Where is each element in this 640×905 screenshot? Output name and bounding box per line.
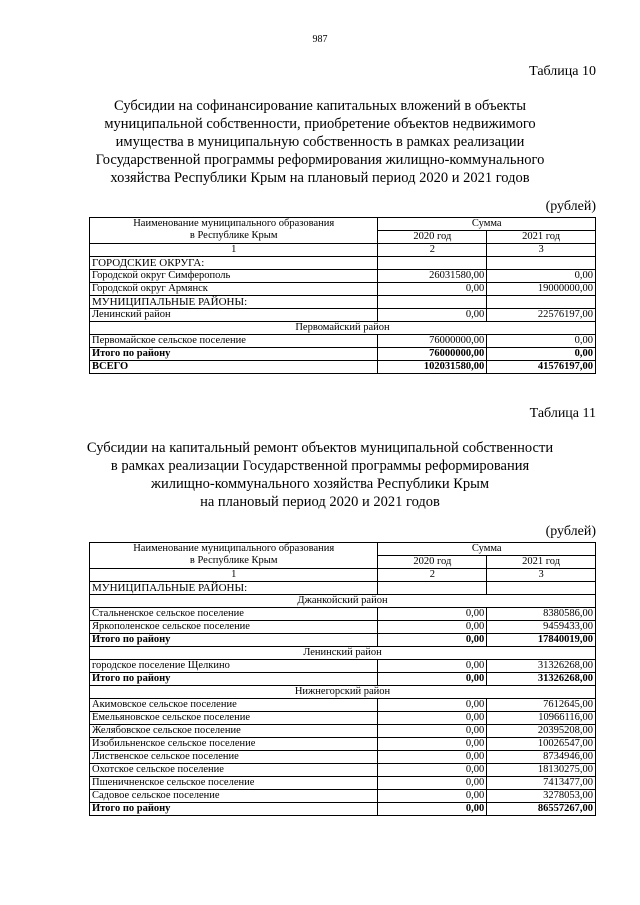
column-number: 2 bbox=[378, 569, 487, 582]
value-2021 bbox=[487, 582, 596, 595]
value-2020 bbox=[378, 582, 487, 595]
district-name: Нижнегорский район bbox=[90, 686, 596, 699]
column-number-row bbox=[90, 244, 596, 257]
section-row bbox=[90, 257, 596, 270]
header-year-2020: 2020 год bbox=[378, 556, 487, 569]
header-year-2021: 2021 год bbox=[487, 556, 596, 569]
district-row bbox=[90, 322, 596, 335]
value-2021: 10966116,00 bbox=[487, 712, 596, 725]
value-2021: 0,00 bbox=[487, 335, 596, 348]
column-number: 3 bbox=[487, 569, 596, 582]
total-row bbox=[90, 803, 596, 816]
value-2021: 9459433,00 bbox=[487, 621, 596, 634]
header-name-line: Наименование муниципального образования bbox=[133, 543, 335, 554]
district-row bbox=[90, 686, 596, 699]
row-name: ГОРОДСКИЕ ОКРУГА: bbox=[90, 257, 378, 270]
header-sum-cell: Сумма bbox=[378, 543, 596, 556]
district-row bbox=[90, 647, 596, 660]
row-name: Итого по району bbox=[90, 348, 378, 361]
value-2020: 0,00 bbox=[378, 621, 487, 634]
row-name: Емельяновское сельское поселение bbox=[90, 712, 378, 725]
table-row bbox=[90, 725, 596, 738]
table-11-title bbox=[60, 439, 580, 511]
total-row bbox=[90, 673, 596, 686]
value-2020: 0,00 bbox=[378, 673, 487, 686]
table-row bbox=[90, 699, 596, 712]
table-row bbox=[90, 309, 596, 322]
value-2021: 0,00 bbox=[487, 348, 596, 361]
header-sum-cell: Сумма bbox=[378, 218, 596, 231]
table-row bbox=[90, 712, 596, 725]
value-2020 bbox=[378, 296, 487, 309]
row-name: МУНИЦИПАЛЬНЫЕ РАЙОНЫ: bbox=[90, 296, 378, 309]
table-11-title-line: в рамках реализации Государственной программы реформирования bbox=[110, 458, 530, 474]
row-name: Охотское сельское поселение bbox=[90, 764, 378, 777]
column-number-row bbox=[90, 569, 596, 582]
value-2020: 0,00 bbox=[378, 803, 487, 816]
row-name: Садовое сельское поселение bbox=[90, 790, 378, 803]
table-10 bbox=[89, 217, 596, 374]
table-11-label: Таблица 11 bbox=[529, 406, 596, 421]
header-name-line: Наименование муниципального образования bbox=[133, 218, 335, 229]
header-year-2020: 2020 год bbox=[378, 231, 487, 244]
table-row bbox=[90, 751, 596, 764]
row-name: Яркополенское сельское поселение bbox=[90, 621, 378, 634]
row-name: МУНИЦИПАЛЬНЫЕ РАЙОНЫ: bbox=[90, 582, 378, 595]
value-2020: 0,00 bbox=[378, 738, 487, 751]
value-2021: 7413477,00 bbox=[487, 777, 596, 790]
total-row bbox=[90, 361, 596, 374]
value-2020: 0,00 bbox=[378, 309, 487, 322]
header-name-cell bbox=[90, 543, 378, 569]
column-number: 3 bbox=[487, 244, 596, 257]
table-10-title-line: Государственной программы реформирования жилищно-коммунального bbox=[95, 152, 545, 168]
column-number: 1 bbox=[90, 244, 378, 257]
district-name: Ленинский район bbox=[90, 647, 596, 660]
total-row bbox=[90, 634, 596, 647]
header-row bbox=[90, 218, 596, 231]
value-2020: 0,00 bbox=[378, 283, 487, 296]
table-10-title bbox=[60, 97, 580, 187]
row-name: Первомайское сельское поселение bbox=[90, 335, 378, 348]
section-row bbox=[90, 582, 596, 595]
table-11-title-line: жилищно-коммунального хозяйства Республики Крым bbox=[150, 476, 490, 492]
value-2021 bbox=[487, 257, 596, 270]
table-10-title-line: Субсидии на софинансирование капитальных вложений в объекты bbox=[114, 98, 526, 114]
table-10-title-line: хозяйства Республики Крым на плановый период 2020 и 2021 годов bbox=[110, 170, 530, 186]
value-2021: 20395208,00 bbox=[487, 725, 596, 738]
row-name: Пшеничненское сельское поселение bbox=[90, 777, 378, 790]
value-2021: 3278053,00 bbox=[487, 790, 596, 803]
table-11-units: (рублей) bbox=[545, 524, 596, 539]
header-name-line: в Республике Крым bbox=[189, 555, 278, 566]
row-name: Желябовское сельское поселение bbox=[90, 725, 378, 738]
row-name: городское поселение Щелкино bbox=[90, 660, 378, 673]
table-row bbox=[90, 283, 596, 296]
value-2020: 0,00 bbox=[378, 699, 487, 712]
value-2020: 0,00 bbox=[378, 790, 487, 803]
row-name: ВСЕГО bbox=[90, 361, 378, 374]
value-2020 bbox=[378, 257, 487, 270]
row-name: Итого по району bbox=[90, 634, 378, 647]
table-row bbox=[90, 621, 596, 634]
value-2021: 31326268,00 bbox=[487, 673, 596, 686]
value-2021: 17840019,00 bbox=[487, 634, 596, 647]
table-11 bbox=[89, 542, 596, 816]
row-name: Акимовское сельское поселение bbox=[90, 699, 378, 712]
value-2020: 76000000,00 bbox=[378, 348, 487, 361]
table-row bbox=[90, 660, 596, 673]
column-number: 1 bbox=[90, 569, 378, 582]
table-10-label: Таблица 10 bbox=[529, 64, 596, 79]
table-row bbox=[90, 335, 596, 348]
value-2020: 0,00 bbox=[378, 751, 487, 764]
total-row bbox=[90, 348, 596, 361]
table-row bbox=[90, 790, 596, 803]
row-name: Ленинский район bbox=[90, 309, 378, 322]
row-name: Итого по району bbox=[90, 673, 378, 686]
value-2021: 31326268,00 bbox=[487, 660, 596, 673]
value-2020: 0,00 bbox=[378, 764, 487, 777]
row-name: Изобильненское сельское поселение bbox=[90, 738, 378, 751]
value-2020: 0,00 bbox=[378, 608, 487, 621]
section-row bbox=[90, 296, 596, 309]
row-name: Городской округ Армянск bbox=[90, 283, 378, 296]
row-name: Итого по району bbox=[90, 803, 378, 816]
table-row bbox=[90, 738, 596, 751]
header-row bbox=[90, 543, 596, 556]
table-10-title-line: имущества в муниципальную собственность в рамках реализации bbox=[115, 134, 525, 150]
table-row bbox=[90, 608, 596, 621]
value-2021: 41576197,00 bbox=[487, 361, 596, 374]
table-row bbox=[90, 777, 596, 790]
value-2021: 18130275,00 bbox=[487, 764, 596, 777]
value-2020: 0,00 bbox=[378, 660, 487, 673]
value-2021: 0,00 bbox=[487, 270, 596, 283]
column-number: 2 bbox=[378, 244, 487, 257]
value-2020: 0,00 bbox=[378, 725, 487, 738]
row-name: Стальненское сельское поселение bbox=[90, 608, 378, 621]
row-name: Лиственское сельское поселение bbox=[90, 751, 378, 764]
value-2021: 8380586,00 bbox=[487, 608, 596, 621]
value-2021 bbox=[487, 296, 596, 309]
header-name-cell bbox=[90, 218, 378, 244]
value-2020: 0,00 bbox=[378, 634, 487, 647]
row-name: Городской округ Симферополь bbox=[90, 270, 378, 283]
value-2020: 26031580,00 bbox=[378, 270, 487, 283]
value-2021: 86557267,00 bbox=[487, 803, 596, 816]
table-row bbox=[90, 270, 596, 283]
value-2021: 8734946,00 bbox=[487, 751, 596, 764]
district-row bbox=[90, 595, 596, 608]
table-10-title-line: муниципальной собственности, приобретение объектов недвижимого bbox=[104, 116, 536, 132]
value-2021: 19000000,00 bbox=[487, 283, 596, 296]
value-2020: 0,00 bbox=[378, 712, 487, 725]
header-name-line: в Республике Крым bbox=[189, 230, 278, 241]
table-10-units: (рублей) bbox=[545, 199, 596, 214]
table-11-title-line: на плановый период 2020 и 2021 годов bbox=[200, 494, 440, 510]
value-2021: 10026547,00 bbox=[487, 738, 596, 751]
value-2020: 102031580,00 bbox=[378, 361, 487, 374]
table-11-title-line: Субсидии на капитальный ремонт объектов муниципальной собственности bbox=[86, 440, 554, 456]
page-number: 987 bbox=[312, 34, 328, 45]
district-name: Первомайский район bbox=[90, 322, 596, 335]
value-2020: 0,00 bbox=[378, 777, 487, 790]
value-2021: 22576197,00 bbox=[487, 309, 596, 322]
district-name: Джанкойский район bbox=[90, 595, 596, 608]
value-2021: 7612645,00 bbox=[487, 699, 596, 712]
value-2020: 76000000,00 bbox=[378, 335, 487, 348]
header-year-2021: 2021 год bbox=[487, 231, 596, 244]
table-row bbox=[90, 764, 596, 777]
